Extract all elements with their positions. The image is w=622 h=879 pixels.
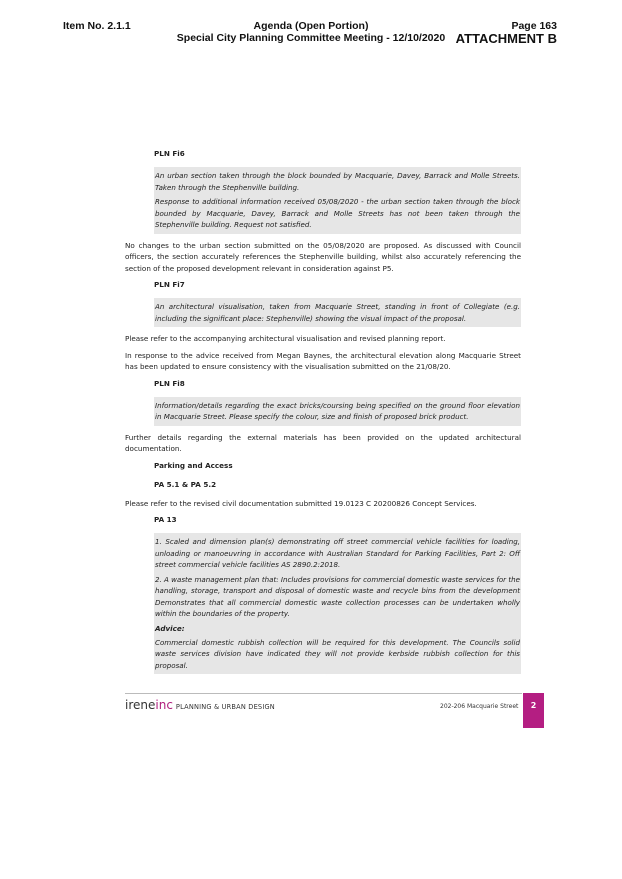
fi6-response-to-info: Response to additional information received 05/08/2020 - the urban section taken through the block bounded by Macquarie, Davey, Barrack and Molle Streets has not been taken through the Stephenville building. Request not satisfied. bbox=[155, 197, 520, 229]
fi7-heading: PLN Fi7 bbox=[154, 280, 185, 289]
fi7-response-1: Please refer to the accompanying architectural visualisation and revised planning report. bbox=[125, 334, 446, 343]
page-number: 2 bbox=[530, 701, 537, 710]
fi6-request-box bbox=[154, 167, 521, 234]
fi8-heading: PLN Fi8 bbox=[154, 378, 185, 388]
attachment-label: ATTACHMENT B bbox=[455, 31, 557, 46]
logo-inc: inc bbox=[155, 698, 173, 712]
pa13-item-1: 1. Scaled and dimension plan(s) demonstrating off street commercial vehicle facilities for loading, unloading or manoeuvring in accordance with Australian Standard for Parking Facilities, Part 2: Off street commercial vehicle facilities AS 2890.2:2018. bbox=[155, 537, 520, 569]
footer-address: 202-206 Macquarie Street bbox=[440, 703, 519, 710]
fi7-request-box bbox=[154, 298, 521, 327]
logo-irene: irene bbox=[125, 698, 156, 712]
fi8-request-text: Information/details regarding the exact bricks/coursing being specified on the ground floor elevation in Macquarie Street. Please specify the colour, size and finish of proposed brick product. bbox=[155, 400, 520, 421]
fi7-response-2: In response to the advice received from Megan Baynes, the architectural elevation along Macquarie Street has been updated to ensure consistency with the visualisation submitted on the 21/08/20. bbox=[125, 350, 521, 371]
company-logo bbox=[125, 698, 275, 712]
agenda-title: Agenda (Open Portion) bbox=[253, 20, 369, 32]
document-body bbox=[125, 148, 521, 680]
footer-divider bbox=[125, 693, 522, 694]
pa13-item-2: 2. A waste management plan that: Includes provisions for commercial domestic waste services for the handling, storage, transport and disposal of domestic waste and recycle bins from the development Demonstrates that all commercial domestic waste collection processes can be undertaken wholly within the boundaries of the property. bbox=[155, 574, 520, 618]
pa13-request-box bbox=[154, 533, 521, 674]
pa13-advice-label: Advice: bbox=[155, 623, 185, 633]
logo-tagline: PLANNING & URBAN DESIGN bbox=[175, 703, 275, 711]
fi8-response: Further details regarding the external materials has been provided on the updated architectural documentation. bbox=[125, 432, 521, 453]
fi6-response: No changes to the urban section submitted on the 05/08/2020 are proposed. As discussed with Council officers, the section accurately references the Stephenville building, whilst also accurately referencing the section of the proposed development relevant in consideration against P5. bbox=[125, 240, 521, 273]
page-label: Page 163 bbox=[511, 20, 557, 32]
fi6-heading: PLN Fi6 bbox=[154, 149, 185, 158]
page-number-box bbox=[523, 693, 544, 728]
fi6-request-text: An urban section taken through the block bounded by Macquarie, Davey, Barrack and Molle Streets. Taken through the Stephenville building. bbox=[155, 171, 520, 192]
fi7-request-text: An architectural visualisation, taken from Macquarie Street, standing in front of Collegiate (e.g. including the significant place: Stephenville) showing the visual impact of the proposal. bbox=[155, 302, 520, 323]
parking-heading: Parking and Access bbox=[154, 460, 233, 470]
pa13-advice-text: Commercial domestic rubbish collection will be required for this development. The Councils solid waste services division have indicated they will not provide kerbside rubbish collection for this proposal. bbox=[155, 637, 520, 670]
pa51-heading: PA 5.1 & PA 5.2 bbox=[154, 479, 217, 489]
item-number: Item No. 2.1.1 bbox=[63, 20, 131, 32]
meeting-title: Special City Planning Committee Meeting - 12/10/2020 bbox=[176, 32, 446, 44]
pa13-heading: PA 13 bbox=[154, 515, 177, 524]
pa51-response: Please refer to the revised civil documentation submitted 19.0123 C 20200826 Concept Services. bbox=[125, 498, 477, 508]
fi8-request-box bbox=[154, 397, 521, 426]
